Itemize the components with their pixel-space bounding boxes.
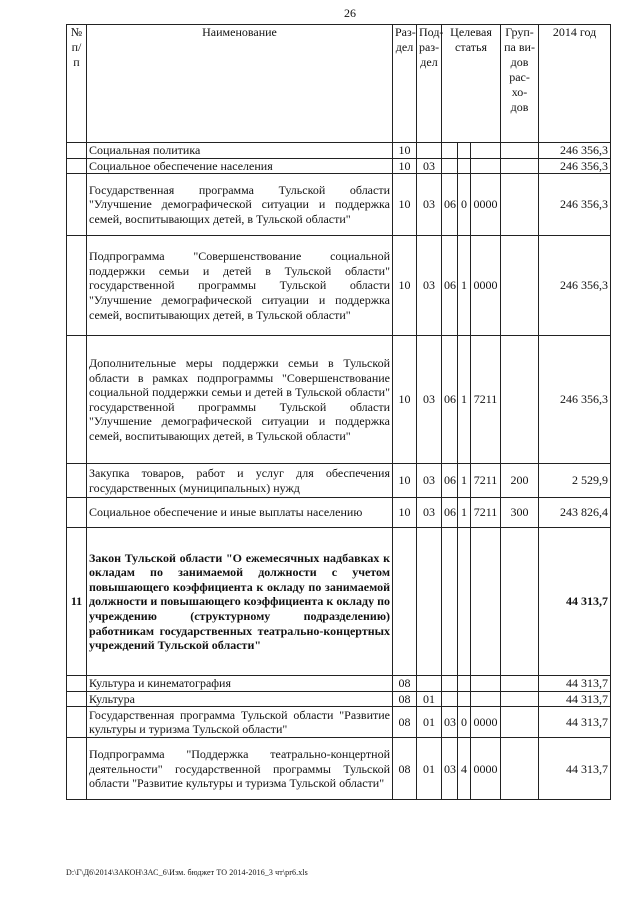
cell-group bbox=[501, 174, 539, 236]
cell-amount: 44 313,7 bbox=[539, 691, 611, 707]
cell-group bbox=[501, 691, 539, 707]
cell-name: Культура bbox=[87, 691, 393, 707]
cell-subsection: 03 bbox=[417, 174, 442, 236]
file-path-footer: D:\Г\Д6\2014\ЗАКОН\ЗАС_6\Изм. бюджет ТО 2014-2016_3 чт\pr6.xls bbox=[66, 868, 308, 877]
table-row bbox=[67, 143, 611, 159]
cell-target-program: 06 bbox=[442, 498, 458, 528]
cell-no bbox=[67, 738, 87, 800]
cell-group bbox=[501, 336, 539, 464]
cell-amount: 243 826,4 bbox=[539, 498, 611, 528]
cell-section: 10 bbox=[393, 464, 417, 498]
cell-no bbox=[67, 158, 87, 174]
cell-target-item: 7211 bbox=[471, 464, 501, 498]
cell-no bbox=[67, 336, 87, 464]
cell-no bbox=[67, 236, 87, 336]
cell-subsection: 03 bbox=[417, 498, 442, 528]
header-year: 2014 год bbox=[539, 25, 611, 143]
cell-section: 10 bbox=[393, 143, 417, 159]
cell-name: Подпрограмма "Поддержка театрально-концертной деятельности" государственной программы Тульской области "Развитие культуры и туризма Тульской области" bbox=[87, 738, 393, 800]
cell-target-subprogram bbox=[458, 158, 471, 174]
budget-table bbox=[66, 24, 611, 800]
cell-group bbox=[501, 158, 539, 174]
cell-subsection: 03 bbox=[417, 336, 442, 464]
table-row bbox=[67, 707, 611, 738]
cell-target-subprogram bbox=[458, 691, 471, 707]
cell-target-program: 03 bbox=[442, 738, 458, 800]
cell-group bbox=[501, 528, 539, 676]
cell-subsection bbox=[417, 528, 442, 676]
cell-section: 08 bbox=[393, 676, 417, 692]
cell-target-subprogram: 1 bbox=[458, 236, 471, 336]
cell-amount: 2 529,9 bbox=[539, 464, 611, 498]
table-header-row bbox=[67, 25, 611, 143]
cell-section: 08 bbox=[393, 707, 417, 738]
cell-target-program: 06 bbox=[442, 236, 458, 336]
cell-target-item: 0000 bbox=[471, 738, 501, 800]
cell-section: 10 bbox=[393, 498, 417, 528]
cell-target-program bbox=[442, 158, 458, 174]
cell-subsection: 01 bbox=[417, 707, 442, 738]
cell-section bbox=[393, 528, 417, 676]
cell-no bbox=[67, 676, 87, 692]
cell-amount: 44 313,7 bbox=[539, 707, 611, 738]
cell-name: Социальное обеспечение населения bbox=[87, 158, 393, 174]
cell-target-item bbox=[471, 158, 501, 174]
cell-no bbox=[67, 691, 87, 707]
cell-target-subprogram: 0 bbox=[458, 174, 471, 236]
table-row bbox=[67, 738, 611, 800]
cell-target-item: 0000 bbox=[471, 174, 501, 236]
cell-target-subprogram: 1 bbox=[458, 498, 471, 528]
cell-target-subprogram: 1 bbox=[458, 336, 471, 464]
cell-name: Социальная политика bbox=[87, 143, 393, 159]
cell-target-item: 0000 bbox=[471, 236, 501, 336]
cell-amount: 44 313,7 bbox=[539, 676, 611, 692]
cell-amount: 246 356,3 bbox=[539, 158, 611, 174]
cell-section: 08 bbox=[393, 738, 417, 800]
cell-no bbox=[67, 707, 87, 738]
cell-group: 200 bbox=[501, 464, 539, 498]
header-group: Груп-па ви-дов рас-хо-дов bbox=[501, 25, 539, 143]
cell-group: 300 bbox=[501, 498, 539, 528]
cell-target-item bbox=[471, 528, 501, 676]
cell-no: 11 bbox=[67, 528, 87, 676]
cell-group bbox=[501, 738, 539, 800]
table-row bbox=[67, 236, 611, 336]
cell-subsection: 01 bbox=[417, 691, 442, 707]
cell-name: Подпрограмма "Совершенствование социальной поддержки семьи и детей в Тульской области" государственной программы Тульской области "Улучшение демографической ситуации и поддержка семей, воспитывающих детей, в Тульской области" bbox=[87, 236, 393, 336]
cell-amount: 246 356,3 bbox=[539, 336, 611, 464]
cell-subsection bbox=[417, 676, 442, 692]
table-row bbox=[67, 174, 611, 236]
cell-target-item: 7211 bbox=[471, 336, 501, 464]
cell-target-subprogram bbox=[458, 528, 471, 676]
cell-subsection: 03 bbox=[417, 236, 442, 336]
cell-name: Социальное обеспечение и иные выплаты населению bbox=[87, 498, 393, 528]
cell-group bbox=[501, 236, 539, 336]
header-target: Целевая статья bbox=[442, 25, 501, 143]
cell-amount: 44 313,7 bbox=[539, 528, 611, 676]
cell-target-subprogram: 0 bbox=[458, 707, 471, 738]
cell-amount: 246 356,3 bbox=[539, 143, 611, 159]
cell-name: Дополнительные меры поддержки семьи в Тульской области в рамках подпрограммы "Совершенствование социальной поддержки семьи и детей в Тульской области" государственной программы Тульской области "Улучшение демографической ситуации и поддержка семей, воспитывающих детей, в Тульской области" bbox=[87, 336, 393, 464]
cell-target-subprogram: 1 bbox=[458, 464, 471, 498]
table-row bbox=[67, 336, 611, 464]
header-no: № п/ п bbox=[67, 25, 87, 143]
cell-target-program bbox=[442, 143, 458, 159]
cell-amount: 246 356,3 bbox=[539, 236, 611, 336]
cell-section: 10 bbox=[393, 336, 417, 464]
table-row bbox=[67, 528, 611, 676]
cell-no bbox=[67, 174, 87, 236]
cell-name: Закон Тульской области "О ежемесячных надбавках к окладам по занимаемой должности с учетом повышающего коэффициента к окладу по занимаемой должности и повышающего коэффициента к окладу по учреждению (структурному подразделению) работникам государственных театрально-концертных учреждений Тульской области" bbox=[87, 528, 393, 676]
cell-target-program bbox=[442, 691, 458, 707]
cell-amount: 44 313,7 bbox=[539, 738, 611, 800]
cell-group bbox=[501, 676, 539, 692]
cell-name: Государственная программа Тульской области "Улучшение демографической ситуации и поддержка семей, воспитывающих детей, в Тульской области" bbox=[87, 174, 393, 236]
cell-target-subprogram bbox=[458, 143, 471, 159]
table-body bbox=[67, 143, 611, 800]
cell-target-subprogram bbox=[458, 676, 471, 692]
cell-group bbox=[501, 707, 539, 738]
cell-target-program: 06 bbox=[442, 464, 458, 498]
cell-subsection: 03 bbox=[417, 158, 442, 174]
cell-no bbox=[67, 143, 87, 159]
cell-group bbox=[501, 143, 539, 159]
table-row bbox=[67, 158, 611, 174]
cell-target-program bbox=[442, 676, 458, 692]
cell-subsection: 03 bbox=[417, 464, 442, 498]
table-row bbox=[67, 676, 611, 692]
cell-target-item bbox=[471, 143, 501, 159]
cell-name: Закупка товаров, работ и услуг для обеспечения государственных (муниципальных) нужд bbox=[87, 464, 393, 498]
header-name: Наименование bbox=[87, 25, 393, 143]
cell-target-program: 06 bbox=[442, 336, 458, 464]
cell-target-item: 7211 bbox=[471, 498, 501, 528]
cell-name: Государственная программа Тульской области "Развитие культуры и туризма Тульской области" bbox=[87, 707, 393, 738]
table-row bbox=[67, 498, 611, 528]
cell-amount: 246 356,3 bbox=[539, 174, 611, 236]
cell-no bbox=[67, 464, 87, 498]
table-row bbox=[67, 464, 611, 498]
cell-target-item bbox=[471, 691, 501, 707]
page-number: 26 bbox=[344, 6, 356, 20]
cell-target-program: 06 bbox=[442, 174, 458, 236]
cell-no bbox=[67, 498, 87, 528]
cell-target-item bbox=[471, 676, 501, 692]
header-subsection: Под-раз-дел bbox=[417, 25, 442, 143]
cell-target-subprogram: 4 bbox=[458, 738, 471, 800]
cell-section: 10 bbox=[393, 158, 417, 174]
header-section: Раз-дел bbox=[393, 25, 417, 143]
cell-target-item: 0000 bbox=[471, 707, 501, 738]
cell-subsection bbox=[417, 143, 442, 159]
cell-target-program bbox=[442, 528, 458, 676]
cell-name: Культура и кинематография bbox=[87, 676, 393, 692]
cell-target-program: 03 bbox=[442, 707, 458, 738]
cell-section: 10 bbox=[393, 174, 417, 236]
cell-section: 10 bbox=[393, 236, 417, 336]
cell-subsection: 01 bbox=[417, 738, 442, 800]
cell-section: 08 bbox=[393, 691, 417, 707]
table-row bbox=[67, 691, 611, 707]
